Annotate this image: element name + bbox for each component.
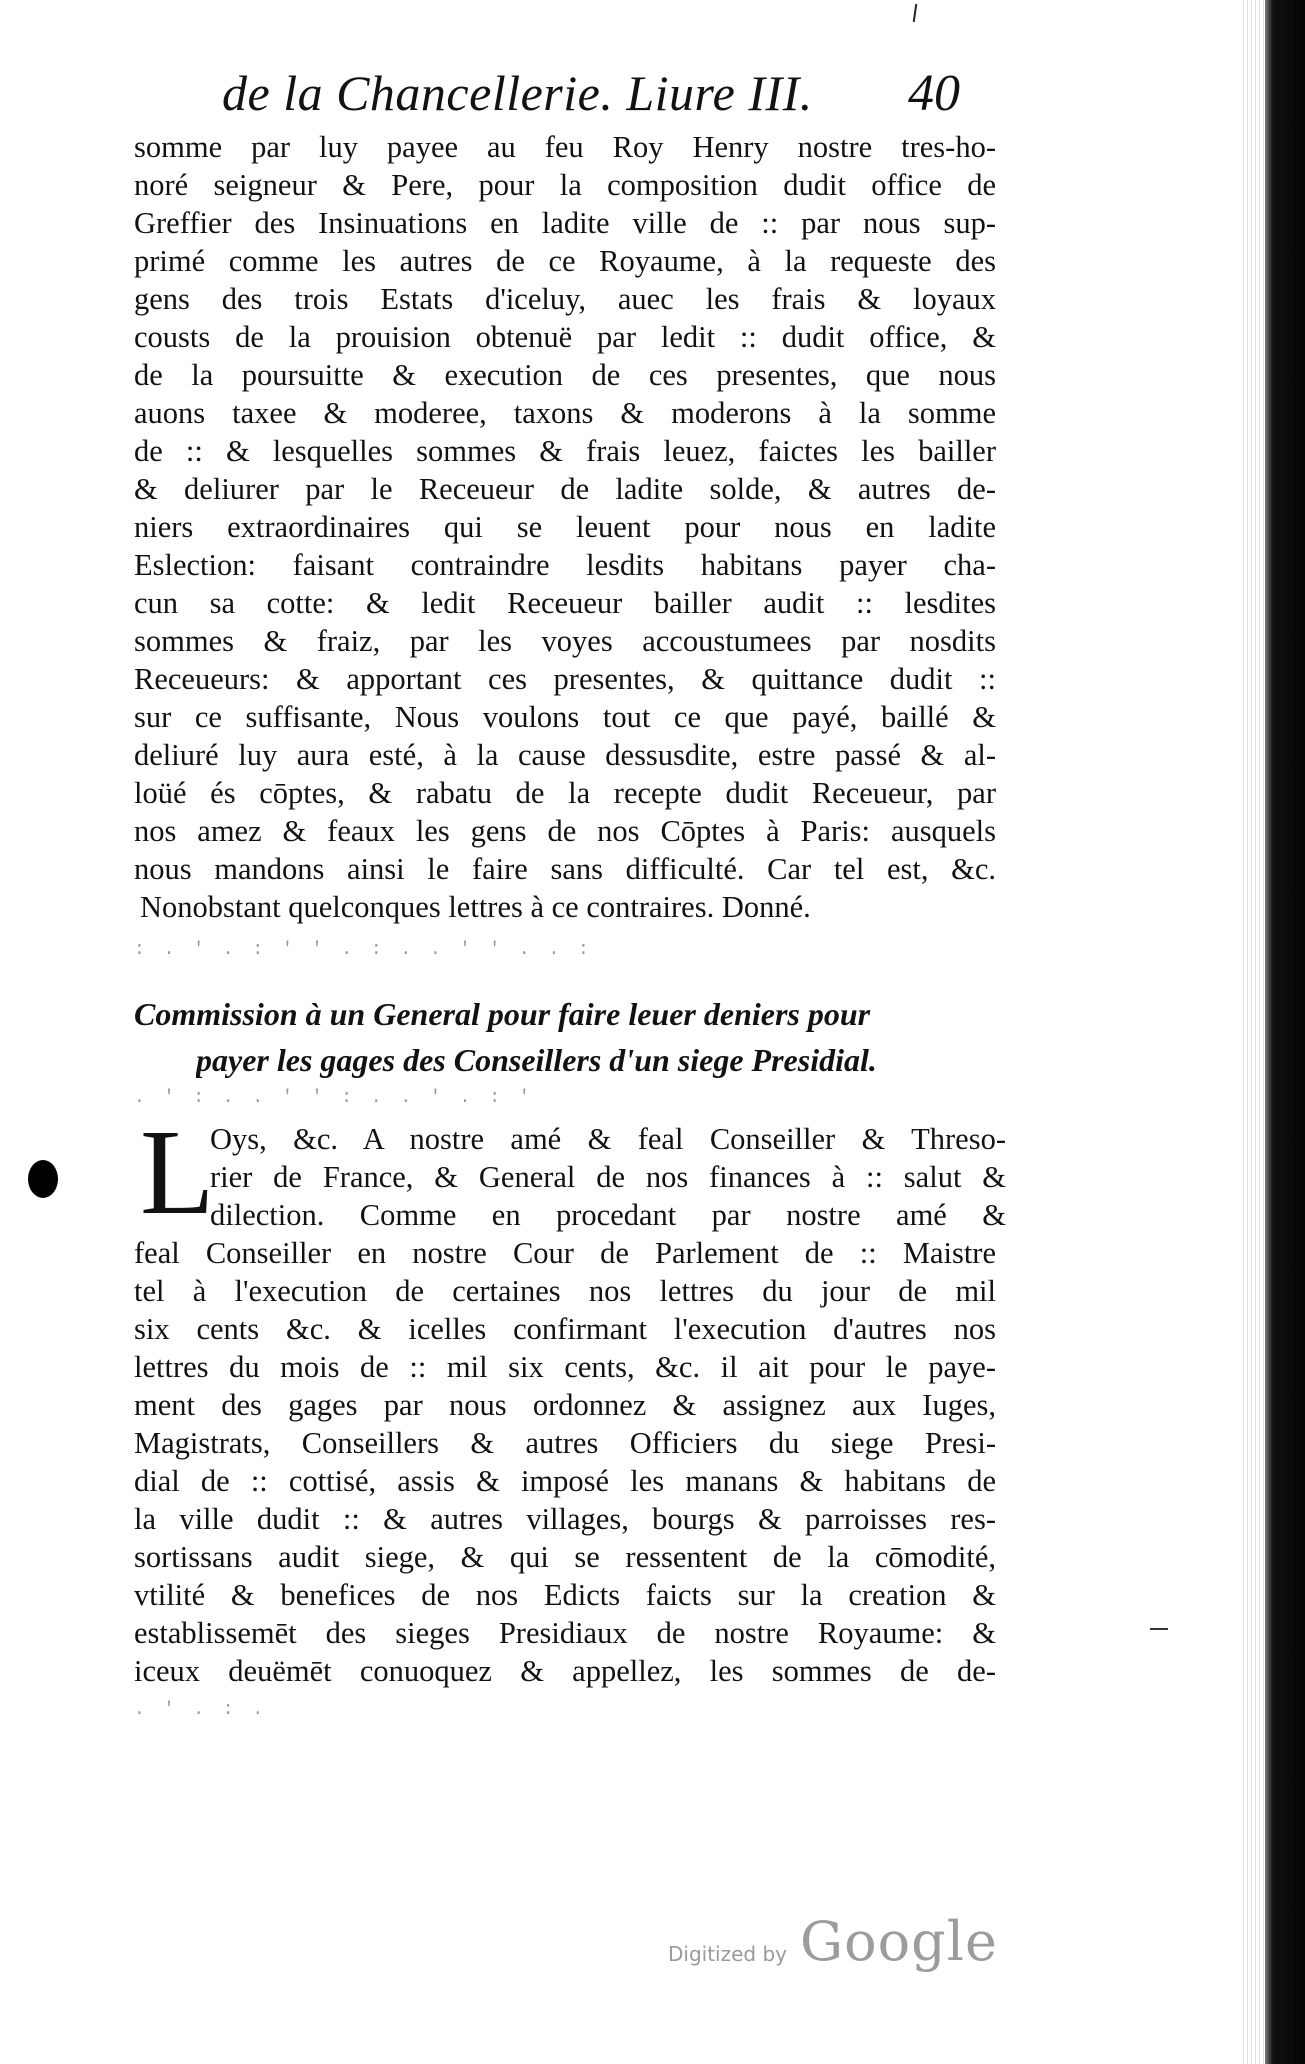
running-head: de la Chancellerie. Liure III.: [222, 65, 813, 121]
digitized-by-label: Digitized by: [668, 1942, 787, 1966]
text-line: dial de :: cottisé, assis & imposé les manans & habitans de: [134, 1464, 996, 1498]
text-line: tel à l'execution de certaines nos lettres du jour de mil: [134, 1274, 996, 1308]
text-line: lettres du mois de :: mil six cents, &c. il ait pour le paye-: [134, 1350, 996, 1384]
text-line: somme par luy payee au feu Roy Henry nostre tres-ho-: [134, 130, 996, 164]
section-heading-line2: payer les gages des Conseillers d'un siege Presidial.: [196, 1042, 877, 1078]
text-line: establissemēt des sieges Presidiaux de nostre Royaume: &: [134, 1616, 996, 1650]
page-edge-shadow: [1243, 0, 1265, 2064]
google-watermark-logo: Google: [800, 1910, 998, 1973]
section-heading-line1: Commission à un General pour faire leuer deniers pour: [134, 996, 871, 1032]
text-line: nous mandons ainsi le faire sans difficulté. Car tel est, &c.: [134, 852, 996, 886]
show-through-noise: . ' : . . ' ' : . . ' . : ': [134, 1088, 534, 1108]
text-line: & deliurer par le Receueur de ladite solde, & autres de-: [134, 472, 996, 506]
text-line: iceux deuëmēt conuoquez & appellez, les sommes de de-: [134, 1654, 996, 1688]
text-line: deliuré luy aura esté, à la cause dessusdite, estre passé & al-: [134, 738, 996, 772]
text-line: Eslection: faisant contraindre lesdits habitans payer cha-: [134, 548, 996, 582]
text-line: primé comme les autres de ce Royaume, à la requeste des: [134, 244, 996, 278]
show-through-noise: . ' . : .: [134, 1700, 268, 1720]
show-through-noise: : . ' . : ' ' . : . . ' ' . . :: [134, 940, 593, 960]
text-line: sommes & fraiz, par les voyes accoustumees par nosdits: [134, 624, 996, 658]
text-line: noré seigneur & Pere, pour la composition dudit office de: [134, 168, 996, 202]
text-line: dilection. Comme en procedant par nostre amé &: [210, 1198, 1006, 1232]
text-line: auons taxee & moderee, taxons & moderons à la somme: [134, 396, 996, 430]
text-line: cousts de la prouision obtenuë par ledit :: dudit office, &: [134, 320, 996, 354]
text-line: Magistrats, Conseillers & autres Officiers du siege Presi-: [134, 1426, 996, 1460]
book-spine-edge: [1265, 0, 1305, 2064]
text-line: six cents &c. & icelles confirmant l'execution d'autres nos: [134, 1312, 996, 1346]
text-line: Oys, &c. A nostre amé & feal Conseiller & Threso-: [210, 1122, 1006, 1156]
scan-mark-top: [913, 4, 917, 22]
text-line: Nonobstant quelconques lettres à ce contraires. Donné.: [140, 890, 811, 924]
text-line: de la poursuitte & execution de ces presentes, que nous: [134, 358, 996, 392]
text-line: feal Conseiller en nostre Cour de Parlement de :: Maistre: [134, 1236, 996, 1270]
ink-blot: [28, 1160, 58, 1198]
text-line: loüé és cōptes, & rabatu de la recepte dudit Receueur, par: [134, 776, 996, 810]
text-line: nos amez & feaux les gens de nos Cōptes à Paris: ausquels: [134, 814, 996, 848]
text-line: la ville dudit :: & autres villages, bourgs & parroisses res-: [134, 1502, 996, 1536]
text-line: sortissans audit siege, & qui se ressentent de la cōmodité,: [134, 1540, 996, 1574]
text-line: rier de France, & General de nos finances à :: salut &: [210, 1160, 1006, 1194]
text-line: gens des trois Estats d'iceluy, auec les frais & loyaux: [134, 282, 996, 316]
text-line: de :: & lesquelles sommes & frais leuez, faictes les bailler: [134, 434, 996, 468]
text-line: ment des gages par nous ordonnez & assignez aux Iuges,: [134, 1388, 996, 1422]
text-line: Greffier des Insinuations en ladite ville de :: par nous sup-: [134, 206, 996, 240]
text-line: niers extraordinaires qui se leuent pour nous en ladite: [134, 510, 996, 544]
text-line: sur ce suffisante, Nous voulons tout ce que payé, baillé &: [134, 700, 996, 734]
page-number: 40: [908, 65, 960, 122]
drop-cap: L: [140, 1105, 215, 1240]
text-line: vtilité & benefices de nos Edicts faicts sur la creation &: [134, 1578, 996, 1612]
text-line: cun sa cotte: & ledit Receueur bailler audit :: lesdites: [134, 586, 996, 620]
scan-mark-right: [1150, 1628, 1168, 1630]
text-line: Receueurs: & apportant ces presentes, & quittance dudit ::: [134, 662, 996, 696]
